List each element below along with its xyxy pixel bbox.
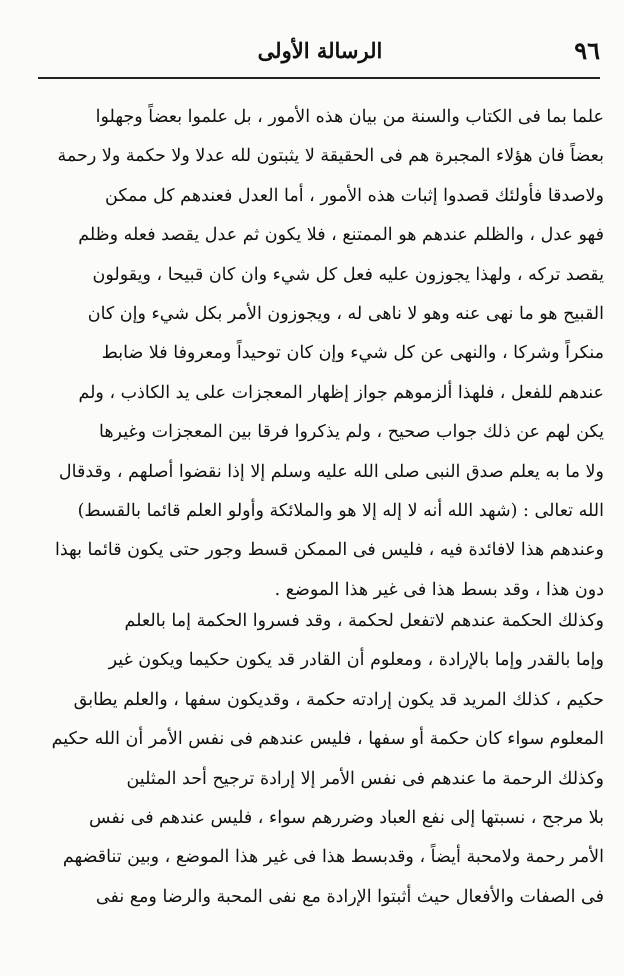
text-line: علما بما فى الكتاب والسنة من بيان هذه الأمور ، بل علموا بعضاً وجهلوا xyxy=(95,107,604,127)
text-line: بلا مرجح ، نسبتها إلى نفع العباد وضررهم سواء ، فليس عندهم فى نفس xyxy=(89,807,604,828)
text-line: ولا ما به يعلم صدق النبى صلى الله عليه وسلم إلا إذا نقضوا أصلهم ، وقدقال xyxy=(58,461,604,482)
text-line: فهو عدل ، والظلم عندهم هو الممتنع ، فلا يكون ثم عدل يقصد فعله وظلم xyxy=(78,225,604,246)
text-line: المعلوم سواء كان حكمة أو سفها ، فليس عندهم فى نفس الأمر أن الله حكيم xyxy=(51,729,604,750)
text-line: فى الصفات والأفعال حيث أثبتوا الإرادة مع نفى المحبة والرضا ومع نفى xyxy=(95,886,604,907)
paragraph-2 xyxy=(32,602,604,917)
text-line: يقصد تركه ، ولهذا يجوزون عليه فعل كل شيء وان كان قبيحا ، ويقولون xyxy=(92,264,604,285)
text-line: عندهم للفعل ، فلهذا ألزموهم جواز إظهار المعجزات على يد الكاذب ، ولم xyxy=(78,382,604,403)
text-line: يكن لهم عن ذلك جواب صحيح ، ولم يذكروا فرقا بين المعجزات وغيرها xyxy=(99,422,604,443)
text-line: القبيح هو ما نهى عنه وهو لا ناهى له ، ويجوزون الأمر بكل شيء وإن كان xyxy=(87,303,604,324)
text-line: ولاصدقا فأولئك قصدوا إثبات هذه الأمور ، أما العدل فعندهم كل ممكن xyxy=(105,185,604,206)
paragraph-1 xyxy=(32,98,604,610)
text-line: وعندهم هذا لافائدة فيه ، فليس فى الممكن قسط وجور حتى يكون قائما بهذا xyxy=(55,540,604,561)
text-line: الأمر رحمة ولامحبة أيضاً ، وقدبسط هذا فى غير هذا الموضع ، وبين تناقضهم xyxy=(62,847,604,868)
running-title: الرسالة الأولى xyxy=(257,38,383,63)
text-line: حكيم ، كذلك المريد قد يكون إرادته حكمة ، وقديكون سفها ، والعلم يطابق xyxy=(73,689,604,710)
text-line: الله تعالى : (شهد الله أنه لا إله إلا هو والملائكة وأولو العلم قائما بالقسط) xyxy=(77,500,604,521)
text-line: منكراً وشركا ، والنهى عن كل شيء وإن كان توحيداً ومعروفا فلا ضابط xyxy=(101,343,604,364)
page-number: ٩٦ xyxy=(574,36,600,65)
text-line: وكذلك الحكمة عندهم لاتفعل لحكمة ، وقد فسروا الحكمة إما بالعلم xyxy=(124,611,604,631)
text-line: وإما بالقدر وإما بالإرادة ، ومعلوم أن القادر قد يكون حكيما ويكون غير xyxy=(108,650,604,671)
text-line: دون هذا ، وقد بسط هذا فى غير هذا الموضع . xyxy=(274,579,604,600)
text-line: بعضاً فان هؤلاء المجبرة هم فى الحقيقة لا يثبتون لله عدلا ولا حكمة ولا رحمة xyxy=(57,146,604,167)
header-rule xyxy=(38,77,600,79)
page-header xyxy=(40,34,600,70)
text-line: وكذلك الرحمة ما عندهم فى نفس الأمر إلا إرادة ترجيح أحد المثلين xyxy=(126,768,604,789)
